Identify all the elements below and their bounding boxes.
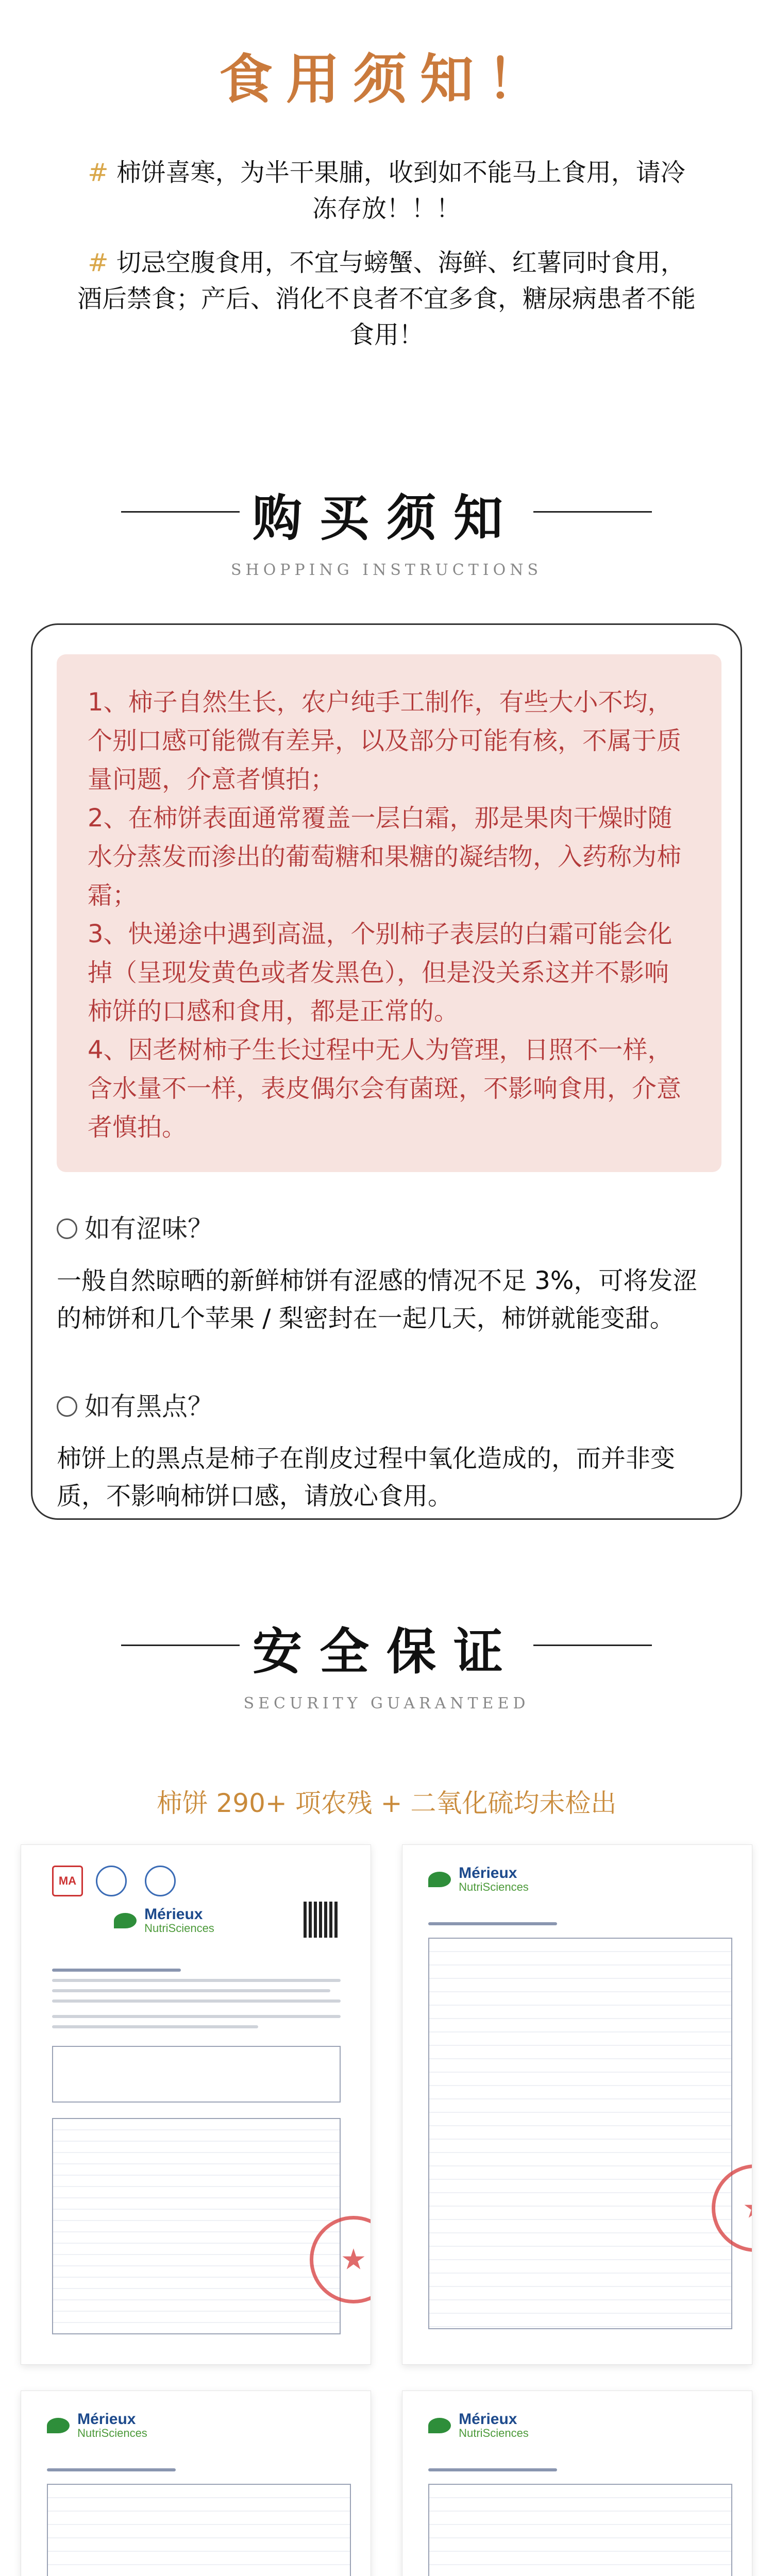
- brand-name: Mérieux: [459, 1865, 517, 1882]
- shopping-item: 2、在柿饼表面通常覆盖一层白霜，那是果肉干燥时随水分蒸发而渗出的葡萄糖和果糖的凝结物，入药称为柿霜；: [88, 804, 682, 910]
- circle-icon: [57, 1396, 77, 1417]
- heading-rule-left: [121, 1645, 240, 1646]
- brand-name: Mérieux: [77, 2411, 136, 2428]
- faq-question-text: 如有黑点？: [85, 1392, 213, 1421]
- faq-question-text: 如有涩味？: [85, 1214, 213, 1244]
- shopping-subtitle: SHOPPING INSTRUCTIONS: [230, 561, 543, 579]
- merieux-logo: [47, 2412, 147, 2439]
- shopping-item: 1、柿子自然生长，农户纯手工制作，有些大小不均，个别口感可能微有差异，以及部分可能有核，不属于质量问题，介意者慎拍；: [88, 688, 682, 794]
- result-table: [428, 2484, 732, 2576]
- cnas-badge-icon: [96, 1866, 127, 1896]
- hash-icon: #: [88, 158, 109, 187]
- test-report-image[interactable]: [21, 1844, 371, 2365]
- test-report-image[interactable]: [402, 1844, 752, 2365]
- brand-subname: NutriSciences: [144, 1922, 214, 1935]
- ilac-badge-icon: [145, 1866, 176, 1896]
- merieux-logo-icon: [428, 2418, 451, 2433]
- faq-question-astringent: [57, 1208, 213, 1245]
- heading-rule-right: [533, 1645, 652, 1646]
- test-report-image[interactable]: [402, 2391, 752, 2576]
- merieux-logo-icon: [47, 2418, 70, 2433]
- heading-rule-right: [533, 511, 652, 513]
- eating-notice-title: 食用须知！: [219, 47, 554, 111]
- shopping-heading: [0, 479, 773, 579]
- result-table: [52, 2118, 341, 2334]
- shopping-item: 4、因老树柿子生长过程中无人为管理，日照不一样，含水量不一样，表皮偶尔会有菌斑，不影响食用，介意者慎拍。: [88, 1036, 682, 1142]
- shopping-item-list: [57, 654, 721, 1172]
- qr-code-icon: [304, 1902, 340, 1938]
- security-subtitle: SECURITY GUARANTEED: [243, 1694, 530, 1713]
- cma-badge-icon: MA: [52, 1866, 83, 1896]
- test-report-image[interactable]: [21, 2391, 371, 2576]
- faq-answer-black-spots: 柿饼上的黑点是柿子在削皮过程中氧化造成的，而并非变质，不影响柿饼口感，请放心食用。: [57, 1444, 676, 1511]
- shopping-item: 3、快递途中遇到高温，个别柿子表层的白霜可能会化掉（呈现发黄色或者发黑色），但是没关系这并不影响柿饼的口感和食用，都是正常的。: [88, 920, 673, 1026]
- brand-subname: NutriSciences: [77, 2427, 147, 2439]
- faq-question-black-spots: [57, 1386, 213, 1423]
- shopping-title: 购买须知: [253, 489, 520, 547]
- brand-subname: NutriSciences: [459, 1880, 529, 1893]
- merieux-logo: [428, 1866, 529, 1893]
- summary-table: [52, 2046, 341, 2103]
- eating-notice-section: [0, 0, 773, 355]
- circle-icon: [57, 1218, 77, 1239]
- brand-subname: NutriSciences: [459, 2427, 529, 2439]
- faq-answer-astringent: 一般自然晾晒的新鲜柿饼有涩感的情况不足 3%，可将发涩的柿饼和几个苹果 / 梨密封在一起几天，柿饼就能变甜。: [57, 1266, 698, 1333]
- result-table: [47, 2484, 351, 2576]
- security-tagline: 柿饼 290+ 项农残 + 二氧化硫均未检出: [156, 1788, 617, 1818]
- security-title: 安全保证: [253, 1623, 520, 1681]
- storage-notice-text: [77, 155, 696, 227]
- result-table: [428, 1938, 732, 2329]
- diet-warning-text: [77, 245, 696, 353]
- security-heading: [0, 1613, 773, 1713]
- merieux-logo: [428, 2412, 529, 2439]
- merieux-logo-icon: [114, 1913, 137, 1928]
- merieux-logo-icon: [428, 1872, 451, 1887]
- hash-icon: #: [88, 248, 109, 277]
- storage-notice-body: 柿饼喜寒，为半干果脯，收到如不能马上食用，请冷冻存放！！！: [116, 158, 685, 223]
- diet-warning-body: 切忌空腹食用，不宜与螃蟹、海鲜、红薯同时食用，酒后禁食；产后、消化不良者不宜多食，糖尿病患者不能食用！: [77, 248, 696, 349]
- heading-rule-left: [121, 511, 240, 513]
- brand-name: Mérieux: [459, 2411, 517, 2428]
- merieux-logo: [114, 1907, 214, 1935]
- brand-name: Mérieux: [144, 1906, 203, 1923]
